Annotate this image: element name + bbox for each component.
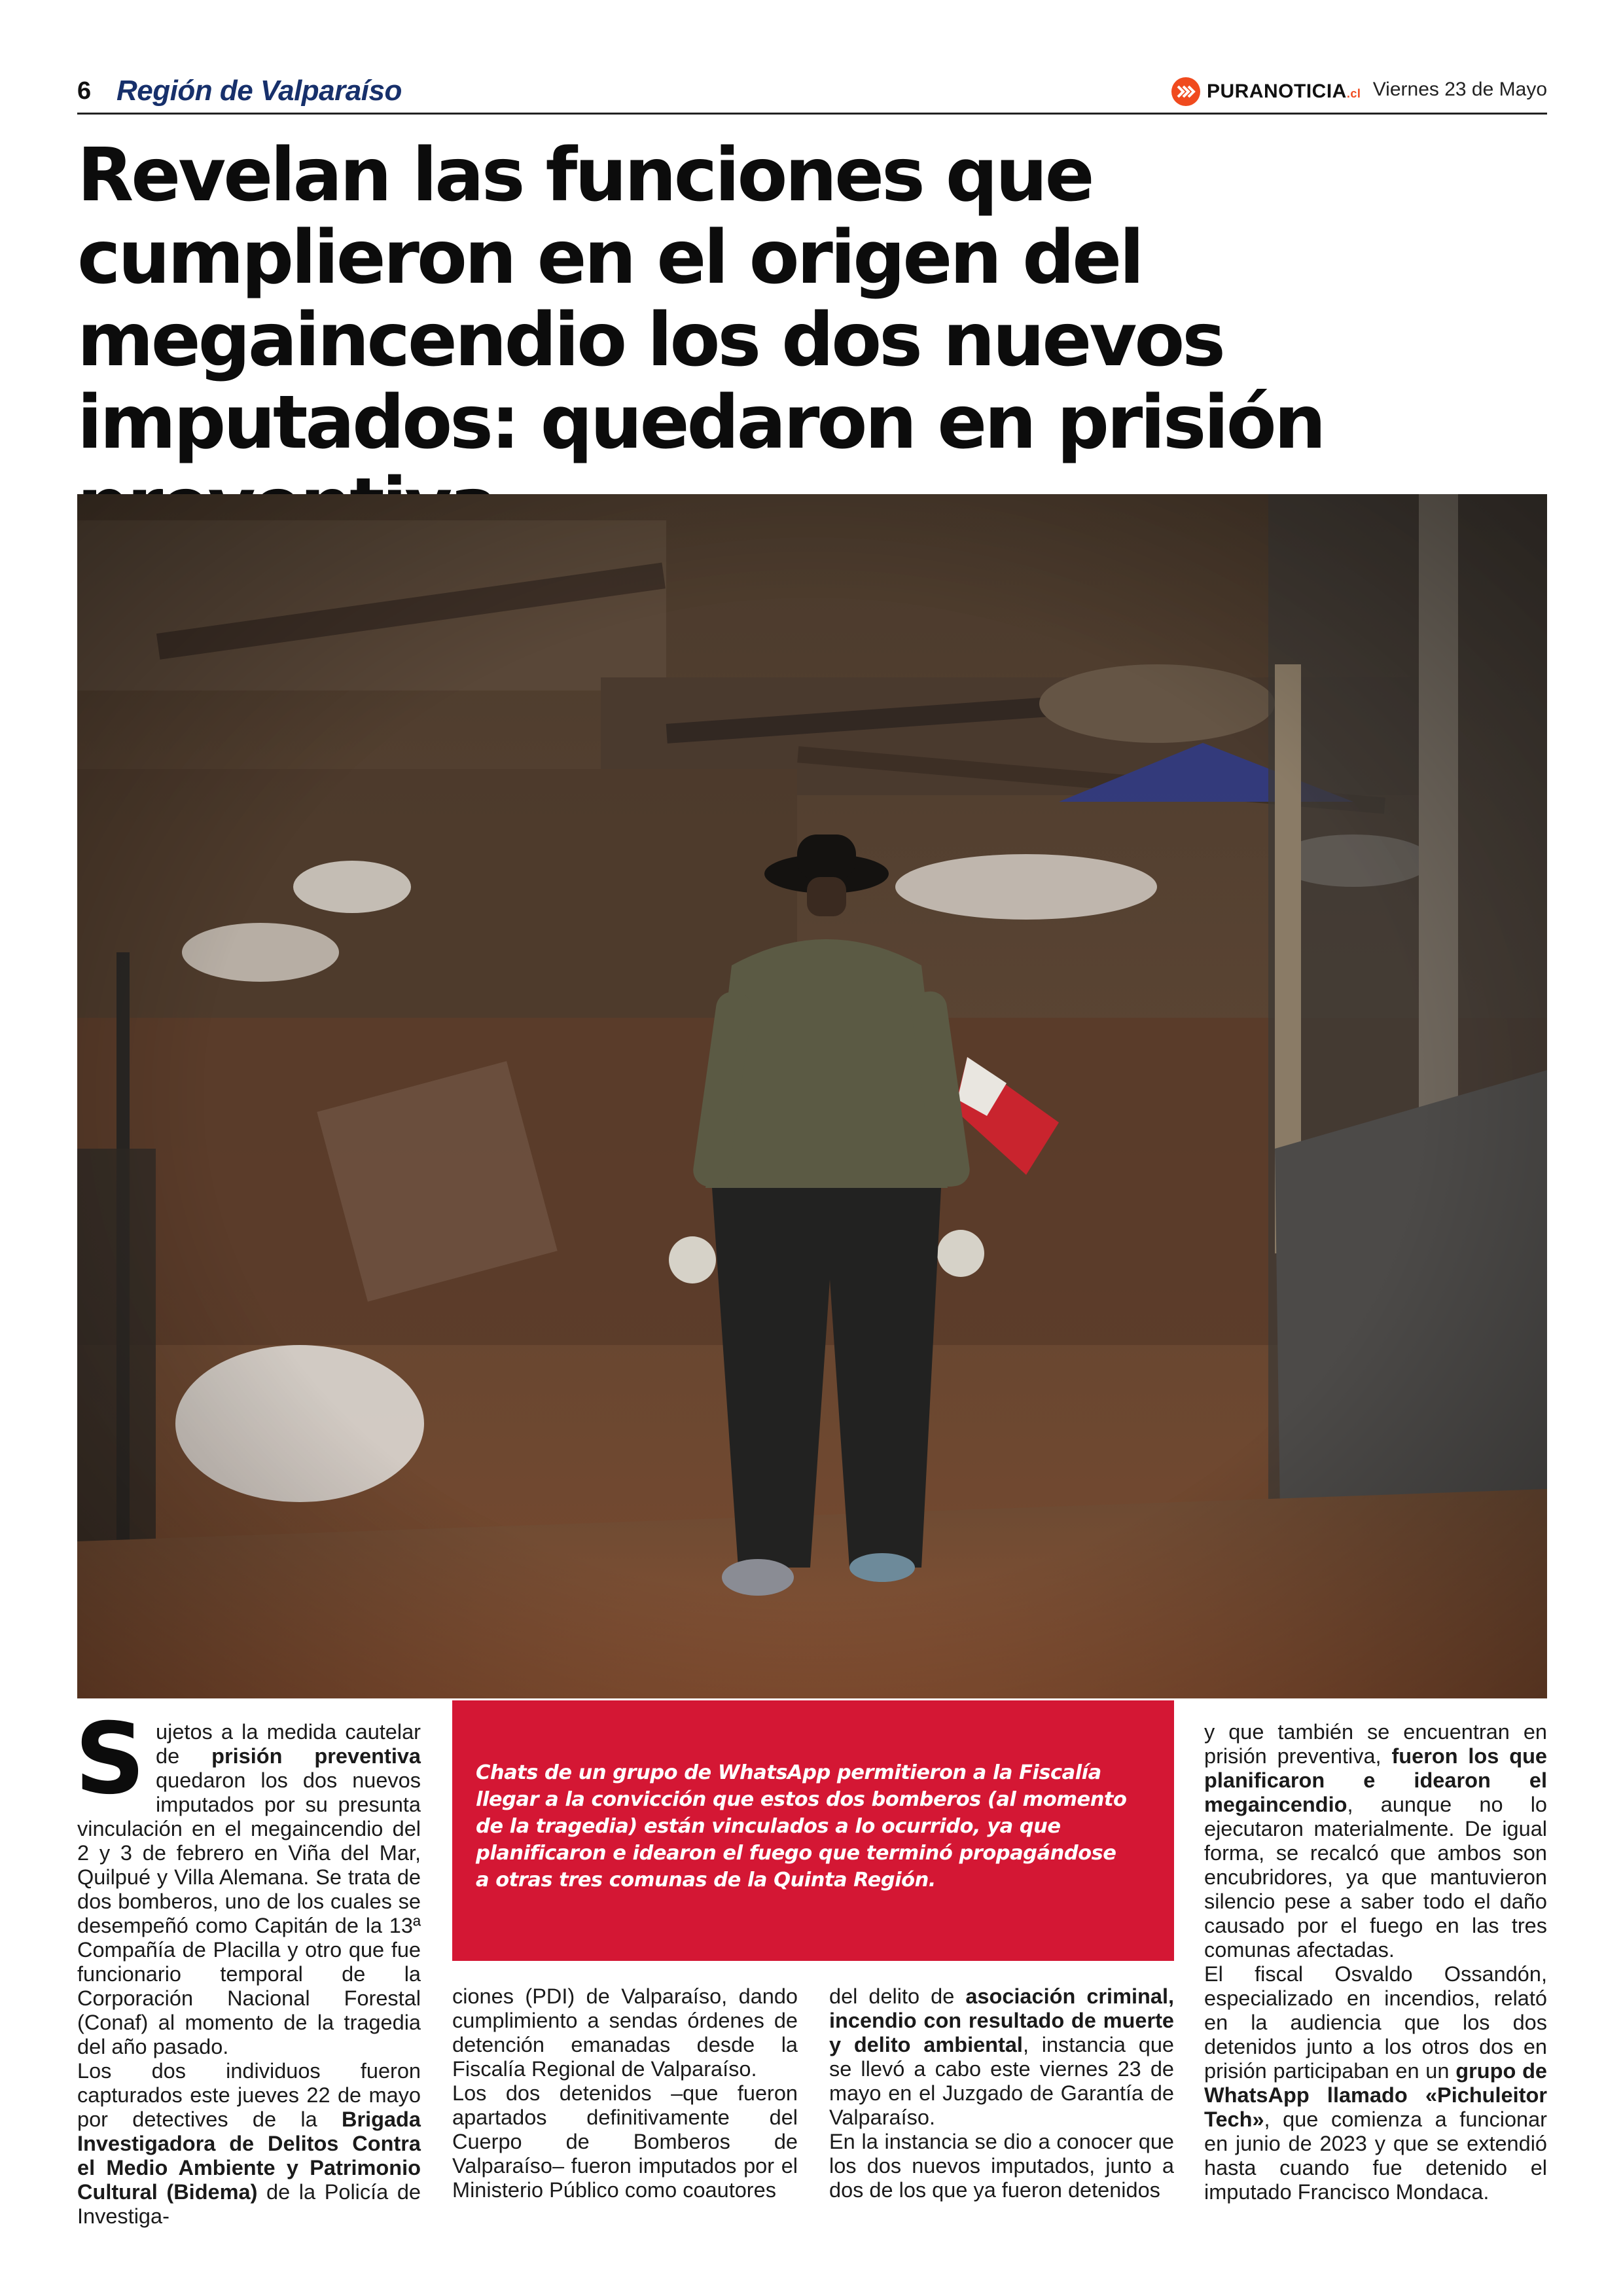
body-paragraph: del delito de asociación criminal, incendio con resultado de muerte y delito ambiental, instancia que se llevó a cabo este viernes 23 de mayo en el Juzgado de Garantía de Valparaíso. [829,1984,1174,2129]
brand-logo [1171,77,1361,106]
drop-cap: S [75,1702,146,1816]
body-column-3 [829,1984,1174,2202]
article-photo [77,494,1547,1698]
brand-name: PURANOTICIA.cl [1207,81,1361,102]
body-paragraph: En la instancia se dio a conocer que los dos nuevos imputados, junto a dos de los que ya fueron detenidos [829,2130,1174,2202]
lead-paragraph: Sujetos a la medida cautelar de prisión preventiva quedaron los dos nuevos imputados por su presunta vinculación en el megaincendio del 2 y 3 de febrero en Viña del Mar, Quilpué y Villa Alemana. Se trata de dos bomberos, uno de los cuales se desempeñó como Capitán de la 13ª Compañía de Placilla y otro que fue funcionario temporal de la Corporación Nacional Forestal (Conaf) al momento de la tragedia del año pasado. [75,1702,421,2058]
brand-tld: .cl [1346,87,1361,100]
body-paragraph: El fiscal Osvaldo Ossandón, especializado en incendios, relató en la audiencia que los dos detenidos junto a los otros dos en prisión participaban en un grupo de WhatsApp llamado «Pichuleitor Tech», que comienza a funcionar en junio de 2023 y que se extendió hasta cuando fue detenido el imputado Francisco Mondaca. [1204,1962,1547,2204]
body-paragraph: Los dos detenidos –que fueron apartados definitivamente del Cuerpo de Bomberos de Valparaíso– fueron imputados por el Ministerio Público como coautores [452,2081,798,2202]
body-paragraph: y que también se encuentran en prisión preventiva, fueron los que planificaron e idearon el megaincendio, aunque no lo ejecutaron materialmente. De igual forma, se recalcó que ambos son encubridores, ya que mantuvieron silencio pese a saber todo el daño causado por el fuego en las tres comunas afectadas. [1204,1720,1547,1962]
pull-quote-text: Chats de un grupo de WhatsApp permitieron a la Fiscalía llegar a la convicción que estos dos bomberos (al momento de la tragedia) están vinculados a lo ocurrido, ya que planificaron e idearon el fuego que terminó propagándose a otras tres comunas de la Quinta Región. [476,1761,1127,1892]
section-title: Región de Valparaíso [116,75,402,107]
headline: Revelan las funciones que cumplieron en el origen del megaincendio los dos nuevos imputados: quedaron en prisión [77,133,1324,465]
body-column-4 [1204,1720,1547,2204]
header-rule [77,113,1547,115]
pull-quote [452,1700,1174,1961]
page-number: 6 [77,77,92,105]
issue-date: Viernes 23 de Mayo [1372,79,1547,100]
photo-illustration [77,494,1547,1698]
body-paragraph: Los dos individuos fueron capturados este jueves 22 de mayo por detectives de la Brigada Investigadora de Delitos Contra el Medio Ambiente y Patrimonio Cultural (Bidema) de la Policía de Investiga- [77,2059,421,2228]
body-paragraph: ciones (PDI) de Valparaíso, dando cumplimiento a sendas órdenes de detención emanadas desde la Fiscalía Regional de Valparaíso. [452,1984,798,2081]
body-column-2 [452,1984,798,2202]
chevrons-logo-icon [1171,77,1200,106]
body-column-1 [75,1702,421,2229]
